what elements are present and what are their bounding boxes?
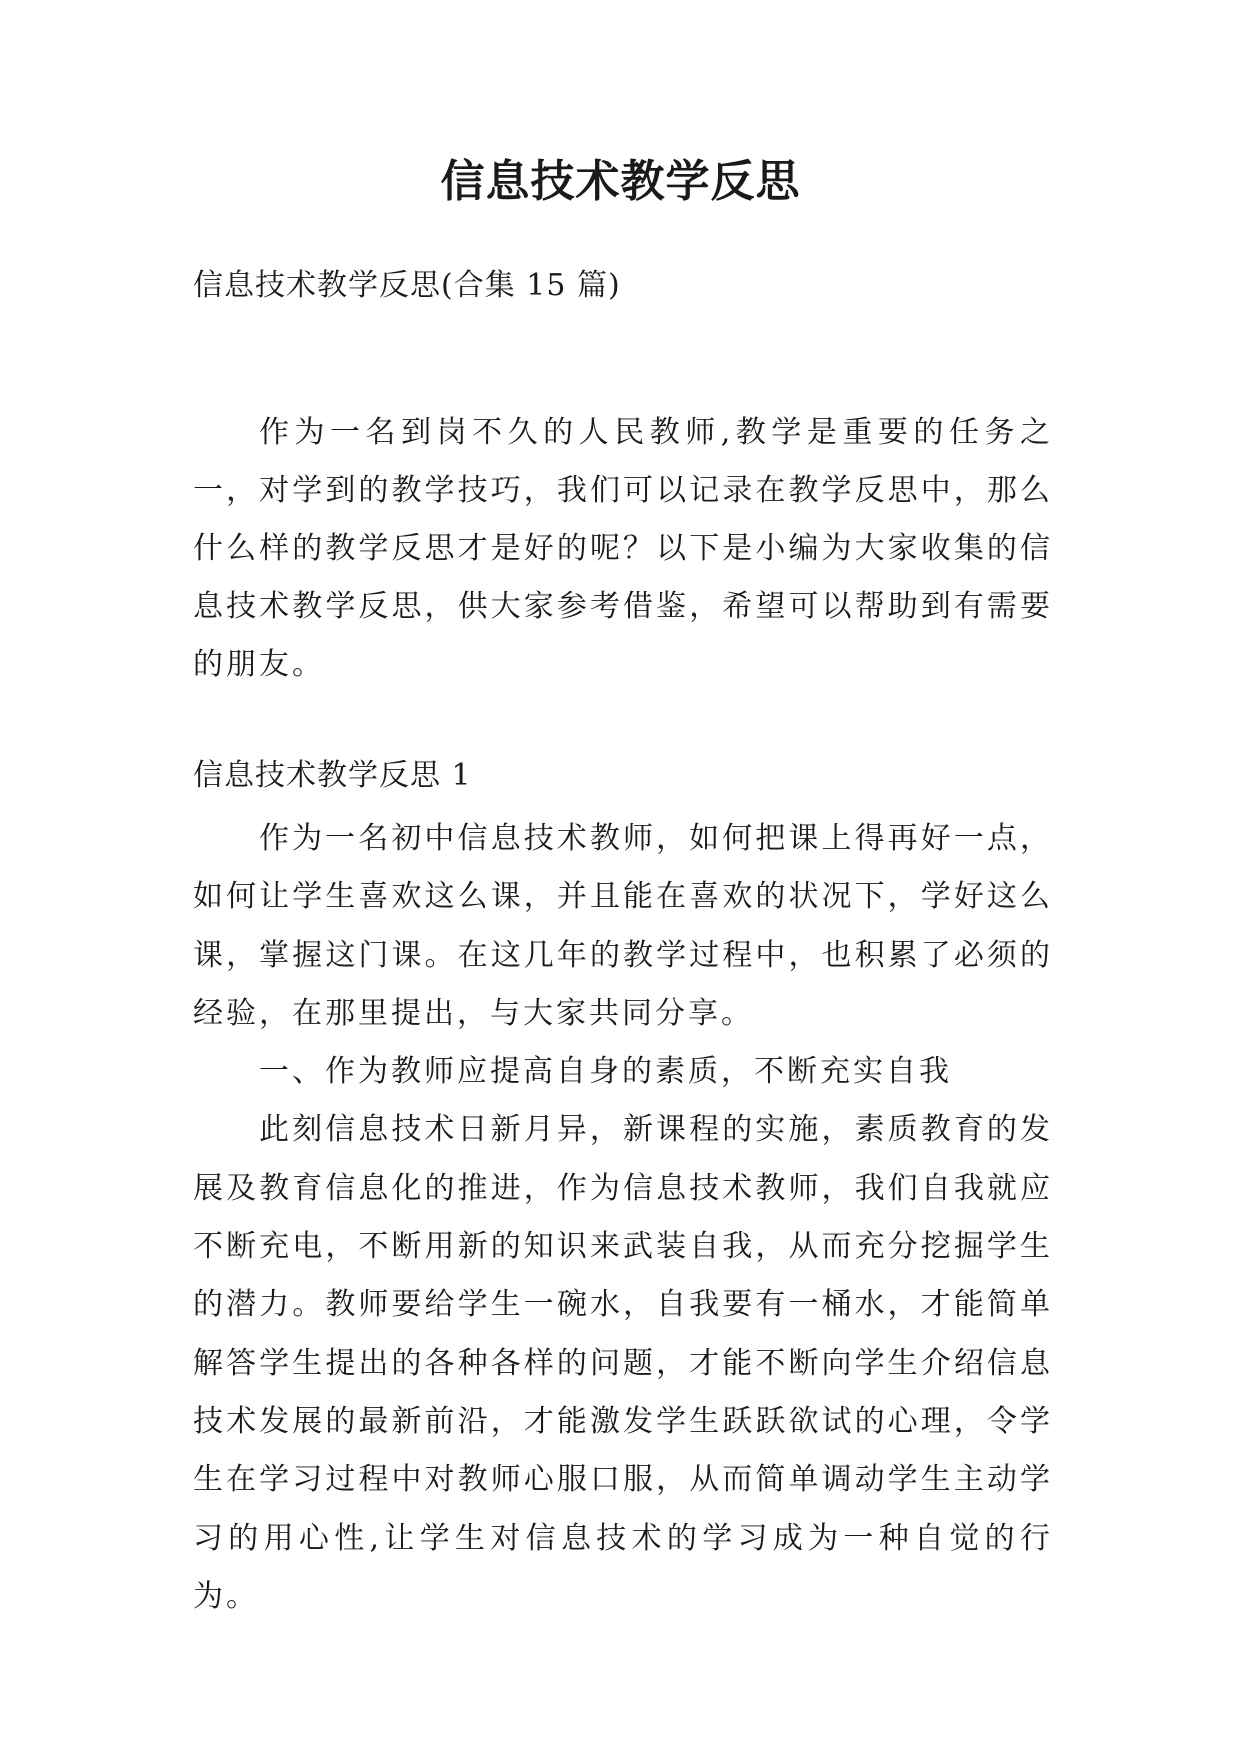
body-paragraph: 此刻信息技术日新月异，新课程的实施，素质教育的发展及教育信息化的推进，作为信息技术教师，我们自我就应不断充电，不断用新的知识来武装自我，从而充分挖掘学生的潜力。教师要给学生一碗水，自我要有一桶水，才能简单解答学生提出的各种各样的问题，才能不断向学生介绍信息技术发展的最新前沿，才能激发学生跃跃欲试的心理，令学生在学习过程中对教师心服口服，从而简单调动学生主动学习的用心性,让学生对信息技术的学习成为一种自觉的行为。 — [193, 1112, 1053, 1614]
section-heading: 信息技术教学反思 1 — [193, 758, 472, 793]
document-title: 信息技术教学反思 — [440, 156, 801, 207]
document-subtitle: 信息技术教学反思(合集 15 篇) — [193, 268, 621, 303]
intro-paragraph: 作为一名到岗不久的人民教师,教学是重要的任务之一，对学到的教学技巧，我们可以记录在教学反思中，那么什么样的教学反思才是好的呢？以下是小编为大家收集的信息技术教学反思，供大家参考借鉴，希望可以帮助到有需要的朋友。 — [193, 415, 1053, 682]
subsection-heading: 一、作为教师应提高自身的素质，不断充实自我 — [259, 1054, 952, 1090]
section-body — [193, 810, 1053, 1626]
body-paragraph: 作为一名初中信息技术教师，如何把课上得再好一点，如何让学生喜欢这么课，并且能在喜欢的状况下，学好这么课，掌握这门课。在这几年的教学过程中，也积累了必须的经验，在那里提出，与大家共同分享。 — [193, 821, 1053, 1031]
